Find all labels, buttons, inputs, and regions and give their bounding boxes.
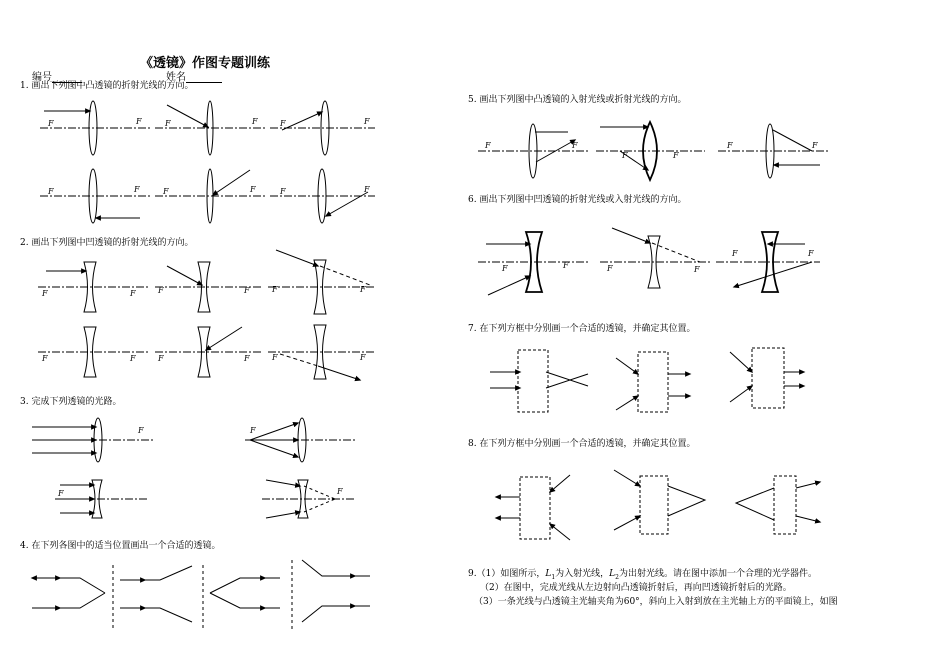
q4-fig-3	[210, 578, 280, 608]
page-title: 《透镜》作图专题训练	[140, 56, 271, 71]
q6-fig-2	[600, 228, 712, 288]
q5-fig-3	[718, 124, 828, 178]
svg-text:F: F	[364, 185, 370, 194]
question-6: 6. 画出下列图中凹透镜的折射光线或入射光线的方向。	[468, 195, 687, 205]
q1-fig-2	[155, 101, 265, 155]
q3-fig-3	[55, 480, 148, 518]
svg-text:F: F	[244, 354, 250, 363]
name-label: 姓名	[166, 72, 186, 83]
q1-fig-1	[40, 101, 150, 155]
svg-text:F: F	[165, 119, 171, 128]
q8-fig-2	[614, 470, 705, 534]
q4-fig-1	[32, 578, 105, 608]
q7-fig-1	[490, 350, 588, 412]
svg-text:F: F	[485, 141, 491, 150]
q6-fig-1	[478, 232, 588, 295]
svg-text:F: F	[163, 187, 169, 196]
svg-text:F: F	[808, 249, 814, 258]
q7-fig-2	[616, 352, 690, 412]
svg-text:F: F	[364, 117, 370, 126]
question-8: 8. 在下列方框中分别画一个合适的透镜，并确定其位置。	[468, 439, 696, 449]
svg-text:F: F	[158, 286, 164, 295]
q2-fig-5	[155, 327, 262, 377]
svg-text:F: F	[337, 487, 343, 496]
svg-text:F: F	[812, 141, 818, 150]
svg-text:F: F	[250, 426, 256, 435]
svg-text:F: F	[727, 141, 733, 150]
q1-fig-6	[270, 169, 375, 223]
q5-fig-1	[478, 124, 588, 178]
question-5: 5. 画出下列图中凸透镜的入射光线或折射光线的方向。	[468, 95, 687, 105]
svg-text:F: F	[250, 185, 256, 194]
svg-text:F: F	[280, 119, 286, 128]
q8-fig-1	[496, 475, 570, 540]
svg-text:F: F	[42, 354, 48, 363]
svg-text:F: F	[502, 264, 508, 273]
svg-text:F: F	[607, 264, 613, 273]
q1-fig-3	[270, 101, 375, 155]
svg-text:F: F	[48, 187, 54, 196]
svg-text:F: F	[138, 426, 144, 435]
svg-text:F: F	[252, 117, 258, 126]
svg-text:F: F	[136, 117, 142, 126]
svg-text:F: F	[48, 119, 54, 128]
q2-fig-4	[38, 327, 150, 377]
q4-fig-2	[120, 566, 192, 622]
q3-fig-2	[245, 418, 355, 462]
number-label: 编号	[32, 72, 52, 83]
svg-text:F: F	[272, 353, 278, 362]
svg-text:F: F	[158, 354, 164, 363]
question-9-part3: （3）一条光线与凸透镜主光轴夹角为60°，斜向上入射到放在主光轴上方的平面镜上，如图	[474, 597, 838, 607]
svg-text:F: F	[272, 285, 278, 294]
question-7: 7. 在下列方框中分别画一个合适的透镜，并确定其位置。	[468, 324, 696, 334]
svg-text:F: F	[694, 265, 700, 274]
svg-text:F: F	[130, 354, 136, 363]
svg-text:F: F	[563, 261, 569, 270]
focus-labels	[41, 117, 818, 498]
q5-fig-2	[596, 122, 705, 180]
svg-text:F: F	[244, 286, 250, 295]
q8-fig-3	[736, 476, 820, 534]
q3-fig-1	[32, 418, 155, 462]
svg-text:F: F	[732, 249, 738, 258]
question-2: 2. 画出下列图中凹透镜的折射光线的方向。	[20, 238, 194, 248]
q1-fig-4	[40, 169, 150, 223]
question-3: 3. 完成下列透镜的光路。	[20, 397, 122, 407]
question-1: 1. 画出下列图中凸透镜的折射光线的方向。	[20, 81, 194, 91]
svg-text:F: F	[360, 353, 366, 362]
question-4: 4. 在下列各图中的适当位置画出一个合适的透镜。	[20, 541, 221, 551]
q6-fig-3	[716, 232, 820, 292]
q2-fig-6	[268, 325, 375, 380]
svg-text:F: F	[58, 489, 64, 498]
svg-text:F: F	[673, 151, 679, 160]
q1-fig-5	[155, 169, 265, 223]
question-9-part2: （2）在图中，完成光线从左边射向凸透镜折射后，再向凹透镜折射后的光路。	[480, 583, 792, 593]
question-9-part1: 9.（1）如图所示，$L_1$为入射光线，$L_2$为出射光线。请在图中添加一个合理的光学器件。	[468, 569, 817, 581]
q3-fig-4	[262, 480, 355, 518]
svg-text:F: F	[134, 185, 140, 194]
svg-text:F: F	[622, 151, 628, 160]
svg-text:F: F	[360, 285, 366, 294]
q2-fig-1	[38, 262, 150, 312]
q2-fig-3	[268, 250, 375, 314]
svg-text:F: F	[130, 289, 136, 298]
svg-text:F: F	[280, 187, 286, 196]
svg-text:F: F	[42, 289, 48, 298]
q4-fig-4	[302, 560, 370, 622]
svg-text:F: F	[572, 141, 578, 150]
q7-fig-3	[730, 348, 804, 408]
